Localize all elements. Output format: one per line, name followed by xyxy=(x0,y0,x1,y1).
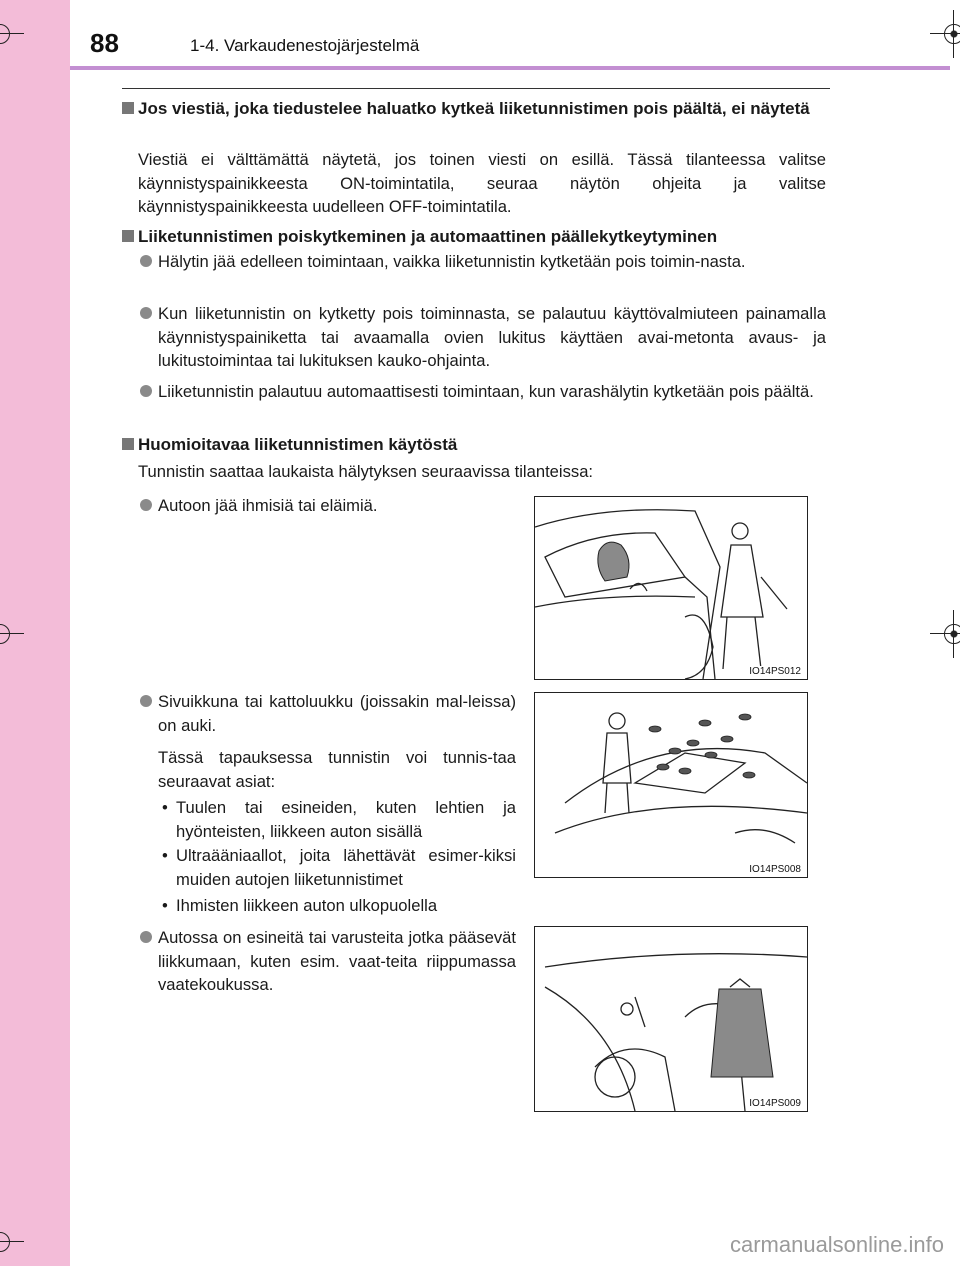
content-rule xyxy=(122,88,830,89)
car-dog-drawing xyxy=(535,497,807,679)
circle-bullet-icon xyxy=(140,931,152,943)
registration-mark xyxy=(0,1230,12,1254)
list-item: Autoon jää ihmisiä tai eläimiä. xyxy=(158,494,516,518)
circle-bullet-icon xyxy=(140,385,152,397)
square-bullet-icon xyxy=(122,438,134,450)
illustration-open-sunroof xyxy=(534,692,808,878)
paragraph-alarm-situations: Tunnistin saattaa laukaista hälytyksen seuraavissa tilanteissa: xyxy=(138,462,594,481)
heading-message-not-shown: Jos viestiä, joka tiedustelee haluatko kytkeä liiketunnistimen pois päältä, ei näytetä xyxy=(122,96,834,121)
registration-mark xyxy=(942,22,960,46)
figure-code: IO14PS012 xyxy=(749,666,801,677)
circle-bullet-icon xyxy=(140,499,152,511)
heading-sensor-notes: Huomioitavaa liiketunnistimen käytöstä xyxy=(122,432,834,457)
list-item: Hälytin jää edelleen toimintaan, vaikka liiketunnistin kytketään pois toimin-nasta. xyxy=(158,250,826,274)
sunroof-drawing xyxy=(535,693,807,877)
header-rule xyxy=(70,66,950,70)
square-bullet-icon xyxy=(122,102,134,114)
watermark: carmanualsonline.info xyxy=(729,1232,944,1257)
section-title: 1-4. Varkaudenestojärjestelmä xyxy=(190,36,420,55)
figure-code: IO14PS008 xyxy=(749,864,801,875)
square-bullet-icon xyxy=(122,230,134,242)
list-item: Kun liiketunnistin on kytketty pois toiminnasta, se palautuu käyttövalmiuteen painamalla käynnistyspainiketta tai avaamalla ovien lukitus käyttäen avai-metonta avaus- ja lukitustoimintaa tai lukituksen kauko-ohjainta. xyxy=(158,302,826,373)
paragraph-message-not-shown: Viestiä ei välttämättä näytetä, jos toinen viesti on esillä. Tässä tilanteessa valitse käynnistyspainikkeesta ON-toimintatila, seuraa näytön ohjeita ja valitse käynnistyspainikkeesta uudelleen OFF-toimintatila. xyxy=(138,150,826,216)
list-item: Autossa on esineitä tai varusteita jotka pääsevät liikkumaan, kuten esim. vaat-teita riippumassa vaatekoukussa. xyxy=(158,926,516,997)
registration-mark xyxy=(0,622,12,646)
list-item: Sivuikkuna tai kattoluukku (joissakin mal-leissa) on auki. xyxy=(158,690,516,737)
illustration-hanging-clothes xyxy=(534,926,808,1112)
sub-list-item: • Ultraääniaallot, joita lähettävät esimer-kiksi muiden autojen liiketunnistimet xyxy=(162,846,516,889)
sub-list-item: • Ihmisten liikkeen auton ulkopuolella xyxy=(162,896,438,915)
interior-drawing xyxy=(535,927,807,1111)
page-number: 88 xyxy=(90,28,119,58)
list-item: Liiketunnistin palautuu automaattisesti toimintaan, kun varashälytin kytketään pois päältä. xyxy=(158,380,826,404)
registration-mark xyxy=(942,622,960,646)
circle-bullet-icon xyxy=(140,255,152,267)
circle-bullet-icon xyxy=(140,695,152,707)
heading-sensor-off-auto-on: Liiketunnistimen poiskytkeminen ja automaattinen päällekytkeytyminen xyxy=(122,224,834,249)
illustration-pet-in-car xyxy=(534,496,808,680)
sub-list-item: • Tuulen tai esineiden, kuten lehtien ja hyönteisten, liikkeen auton sisällä xyxy=(162,798,516,841)
figure-code: IO14PS009 xyxy=(749,1098,801,1109)
circle-bullet-icon xyxy=(140,307,152,319)
paragraph-note: Tässä tapauksessa tunnistin voi tunnis-taa seuraavat asiat: xyxy=(158,748,516,791)
registration-mark xyxy=(0,22,12,46)
